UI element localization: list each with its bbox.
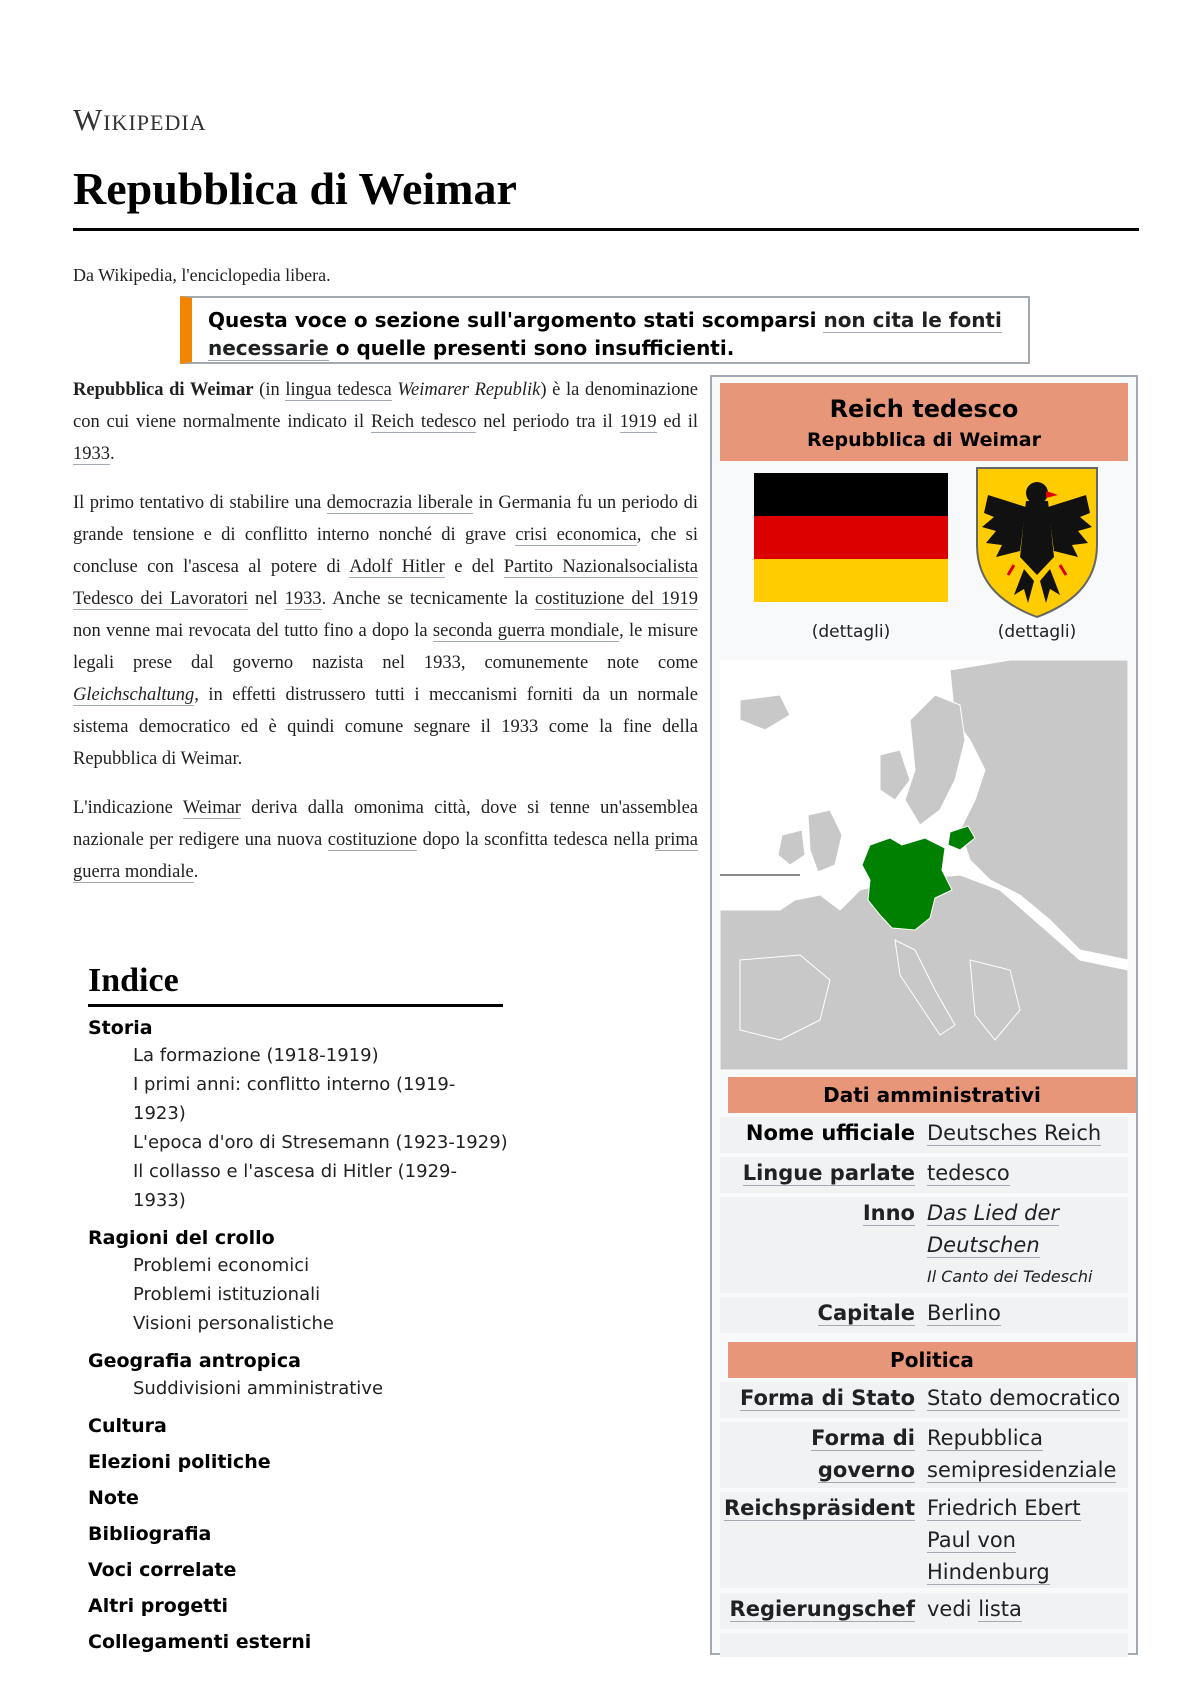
coat-of-arms-image[interactable]	[974, 465, 1100, 619]
value-capitale	[927, 1297, 1127, 1329]
text: , le misure legali prese dal governo nazista nel 1933, comunemente note come	[73, 621, 698, 673]
infobox	[710, 375, 1138, 1655]
text: .	[193, 862, 199, 882]
text: Il primo tentativo di stabilire una	[73, 493, 327, 513]
link-regierungschef[interactable]: Regierungschef	[729, 1597, 915, 1621]
link-crisi-economica[interactable]: crisi economica	[515, 525, 637, 545]
link-repubblica-semipresidenziale[interactable]: Repubblica semipresidenziale	[927, 1426, 1117, 1482]
text: . Anche se tecnicamente la	[321, 589, 535, 609]
link-forma-di-governo[interactable]: Forma di governo	[811, 1426, 915, 1482]
notice-text: o quelle presenti sono insufficienti	[328, 336, 727, 360]
label-inno	[720, 1197, 915, 1229]
location-map[interactable]	[720, 660, 1128, 1070]
link-paul-von-hindenburg[interactable]: Paul von Hindenburg	[927, 1528, 1050, 1584]
toc-item-collegamenti[interactable]: Collegamenti esterni	[88, 1631, 312, 1653]
label-presidente	[720, 1492, 915, 1524]
page-title: Repubblica di Weimar	[73, 163, 517, 214]
toc-item-altri-progetti[interactable]: Altri progetti	[88, 1595, 228, 1617]
link-seconda-guerra-mondiale[interactable]: seconda guerra mondiale	[432, 621, 620, 641]
infobox-subname: Repubblica di Weimar	[807, 429, 1041, 451]
toc-subitem[interactable]: Problemi economici	[133, 1255, 310, 1276]
label-capitale	[720, 1297, 915, 1329]
toc-subitem[interactable]: L'epoca d'oro di Stresemann (1923-1929)	[133, 1132, 508, 1153]
link-1933[interactable]: 1933	[284, 589, 322, 609]
toc-item-bibliografia[interactable]: Bibliografia	[88, 1523, 212, 1545]
toc-subitem[interactable]: Visioni personalistiche	[133, 1313, 334, 1334]
flag-image[interactable]	[754, 473, 948, 602]
intro-paragraph-1	[73, 374, 698, 470]
text: non venne mai revocata del tutto fino a dopo la	[73, 621, 433, 641]
flag-caption[interactable]: (dettagli)	[811, 622, 891, 642]
label-forma-governo	[720, 1422, 915, 1486]
link-lingue-parlate[interactable]: Lingue parlate	[742, 1161, 915, 1185]
row-empty	[720, 1633, 1128, 1657]
article-subject: Repubblica di Weimar	[73, 380, 254, 400]
link-1919[interactable]: 1919	[619, 412, 657, 432]
link-costituzione[interactable]: costituzione	[327, 830, 418, 850]
link-stato-democratico[interactable]: Stato democratico	[927, 1386, 1121, 1410]
german-name: Weimarer Republik	[397, 380, 541, 400]
text: L'indicazione	[73, 798, 183, 818]
link-inno[interactable]: Inno	[862, 1201, 915, 1225]
text: .	[110, 444, 115, 464]
toc-divider	[88, 1004, 503, 1007]
link-tedesco[interactable]: tedesco	[927, 1161, 1010, 1185]
link-reichsprasident[interactable]: Reichspräsident	[723, 1496, 915, 1520]
text: e del	[444, 557, 504, 577]
label-regierungschef	[720, 1593, 915, 1625]
link-capitale[interactable]: Capitale	[817, 1301, 915, 1325]
notice-link-sources[interactable]: non cita le fonti necessarie	[208, 308, 1002, 360]
link-lista[interactable]: lista	[978, 1597, 1022, 1621]
link-1933[interactable]: 1933	[73, 444, 110, 464]
label-nome-ufficiale: Nome ufficiale	[745, 1121, 915, 1145]
notice-text: .	[726, 336, 735, 360]
text: in Germania fu un periodo di grande tensione e di conflitto interno nonché di grave	[73, 493, 699, 545]
value-presidente	[927, 1492, 1127, 1588]
link-friedrich-ebert[interactable]: Friedrich Ebert	[927, 1496, 1081, 1520]
text: (in	[253, 380, 286, 400]
toc-subitem[interactable]: Problemi istituzionali	[133, 1284, 321, 1305]
text: nel periodo tra il	[476, 412, 620, 432]
link-deutsches-reich[interactable]: Deutsches Reich	[927, 1121, 1102, 1145]
toc-item-elezioni[interactable]: Elezioni politiche	[88, 1451, 271, 1473]
value-inno	[927, 1197, 1127, 1293]
toc-item-cultura[interactable]: Cultura	[88, 1415, 167, 1437]
text: dopo la sconfitta tedesca nella	[417, 830, 655, 850]
inno-translation: Il Canto dei Tedeschi	[927, 1267, 1093, 1286]
link-forma-di-stato[interactable]: Forma di Stato	[740, 1386, 915, 1410]
value-forma-stato	[927, 1382, 1127, 1414]
link-lingua-tedesca[interactable]: lingua tedesca	[285, 380, 392, 400]
section-dati-amministrativi: Dati amministrativi	[728, 1077, 1136, 1113]
label-forma-stato	[720, 1382, 915, 1414]
title-divider	[73, 228, 1139, 231]
toc-subitem[interactable]: Suddivisioni amministrative	[133, 1378, 384, 1399]
article-intro	[73, 374, 698, 905]
intro-paragraph-3	[73, 792, 698, 888]
text: vedi	[927, 1597, 979, 1621]
infobox-name: Reich tedesco	[829, 395, 1019, 423]
toc-item-geografia[interactable]: Geografia antropica	[88, 1350, 301, 1372]
link-prima-guerra-mondiale[interactable]: prima guerra mondiale	[73, 830, 698, 882]
link-berlino[interactable]: Berlino	[927, 1301, 1001, 1325]
text: deriva dalla omonima città, dove si tenne un'assemblea nazionale per redigere una nuova	[73, 798, 698, 850]
value-lingue	[927, 1157, 1127, 1189]
value-forma-governo	[927, 1422, 1127, 1486]
toc-item-storia[interactable]: Storia	[88, 1017, 153, 1039]
link-adolf-hitler[interactable]: Adolf Hitler	[349, 557, 445, 577]
link-nsdap[interactable]: Partito Nazionalsocialista Tedesco dei Lavoratori	[73, 557, 699, 609]
notice-text: Questa voce o sezione sull'argomento stati scomparsi	[208, 308, 824, 332]
text: , che si concluse con l'ascesa al potere di	[73, 525, 698, 577]
toc-subitem[interactable]: I primi anni: conflitto interno (1919-1923)	[133, 1074, 456, 1124]
toc-item-ragioni[interactable]: Ragioni del crollo	[88, 1227, 275, 1249]
link-das-lied-der-deutschen[interactable]: Das Lied der Deutschen	[927, 1201, 1059, 1257]
value-nome-ufficiale	[927, 1117, 1127, 1149]
coa-caption[interactable]: (dettagli)	[997, 622, 1077, 642]
link-costituzione-1919[interactable]: costituzione del 1919	[534, 589, 698, 609]
text: ) è la denominazione con cui viene normalmente indicato il	[73, 380, 698, 432]
label-lingue	[720, 1157, 915, 1189]
section-politica: Politica	[728, 1342, 1136, 1378]
toc-title: Indice	[88, 962, 179, 999]
text: ed il	[656, 412, 698, 432]
source-warning-notice	[180, 296, 1030, 364]
infobox-title	[720, 383, 1128, 461]
site-tagline: Da Wikipedia, l'enciclopedia libera.	[73, 265, 331, 285]
wikipedia-wordmark[interactable]: Wikipedia	[73, 102, 207, 137]
link-gleichschaltung[interactable]: Gleichschaltung	[73, 685, 195, 705]
table-of-contents	[88, 962, 508, 1655]
link-reich-tedesco[interactable]: Reich tedesco	[370, 412, 477, 432]
text: , in effetti distrussero tutti i meccanismi forniti da un normale sistema democratico ed è quindi comune segnare il 1933 come la fine della Repubblica di Weimar.	[73, 685, 698, 769]
value-regierungschef	[927, 1593, 1127, 1625]
text: nel	[248, 589, 285, 609]
toc-subitem[interactable]: La formazione (1918-1919)	[133, 1045, 379, 1066]
link-weimar[interactable]: Weimar	[182, 798, 241, 818]
intro-paragraph-2	[73, 487, 698, 775]
toc-subitem[interactable]: Il collasso e l'ascesa di Hitler (1929-1933)	[133, 1161, 457, 1211]
toc-item-voci-correlate[interactable]: Voci correlate	[88, 1559, 237, 1581]
toc-item-note[interactable]: Note	[88, 1487, 139, 1509]
link-democrazia-liberale[interactable]: democrazia liberale	[326, 493, 473, 513]
